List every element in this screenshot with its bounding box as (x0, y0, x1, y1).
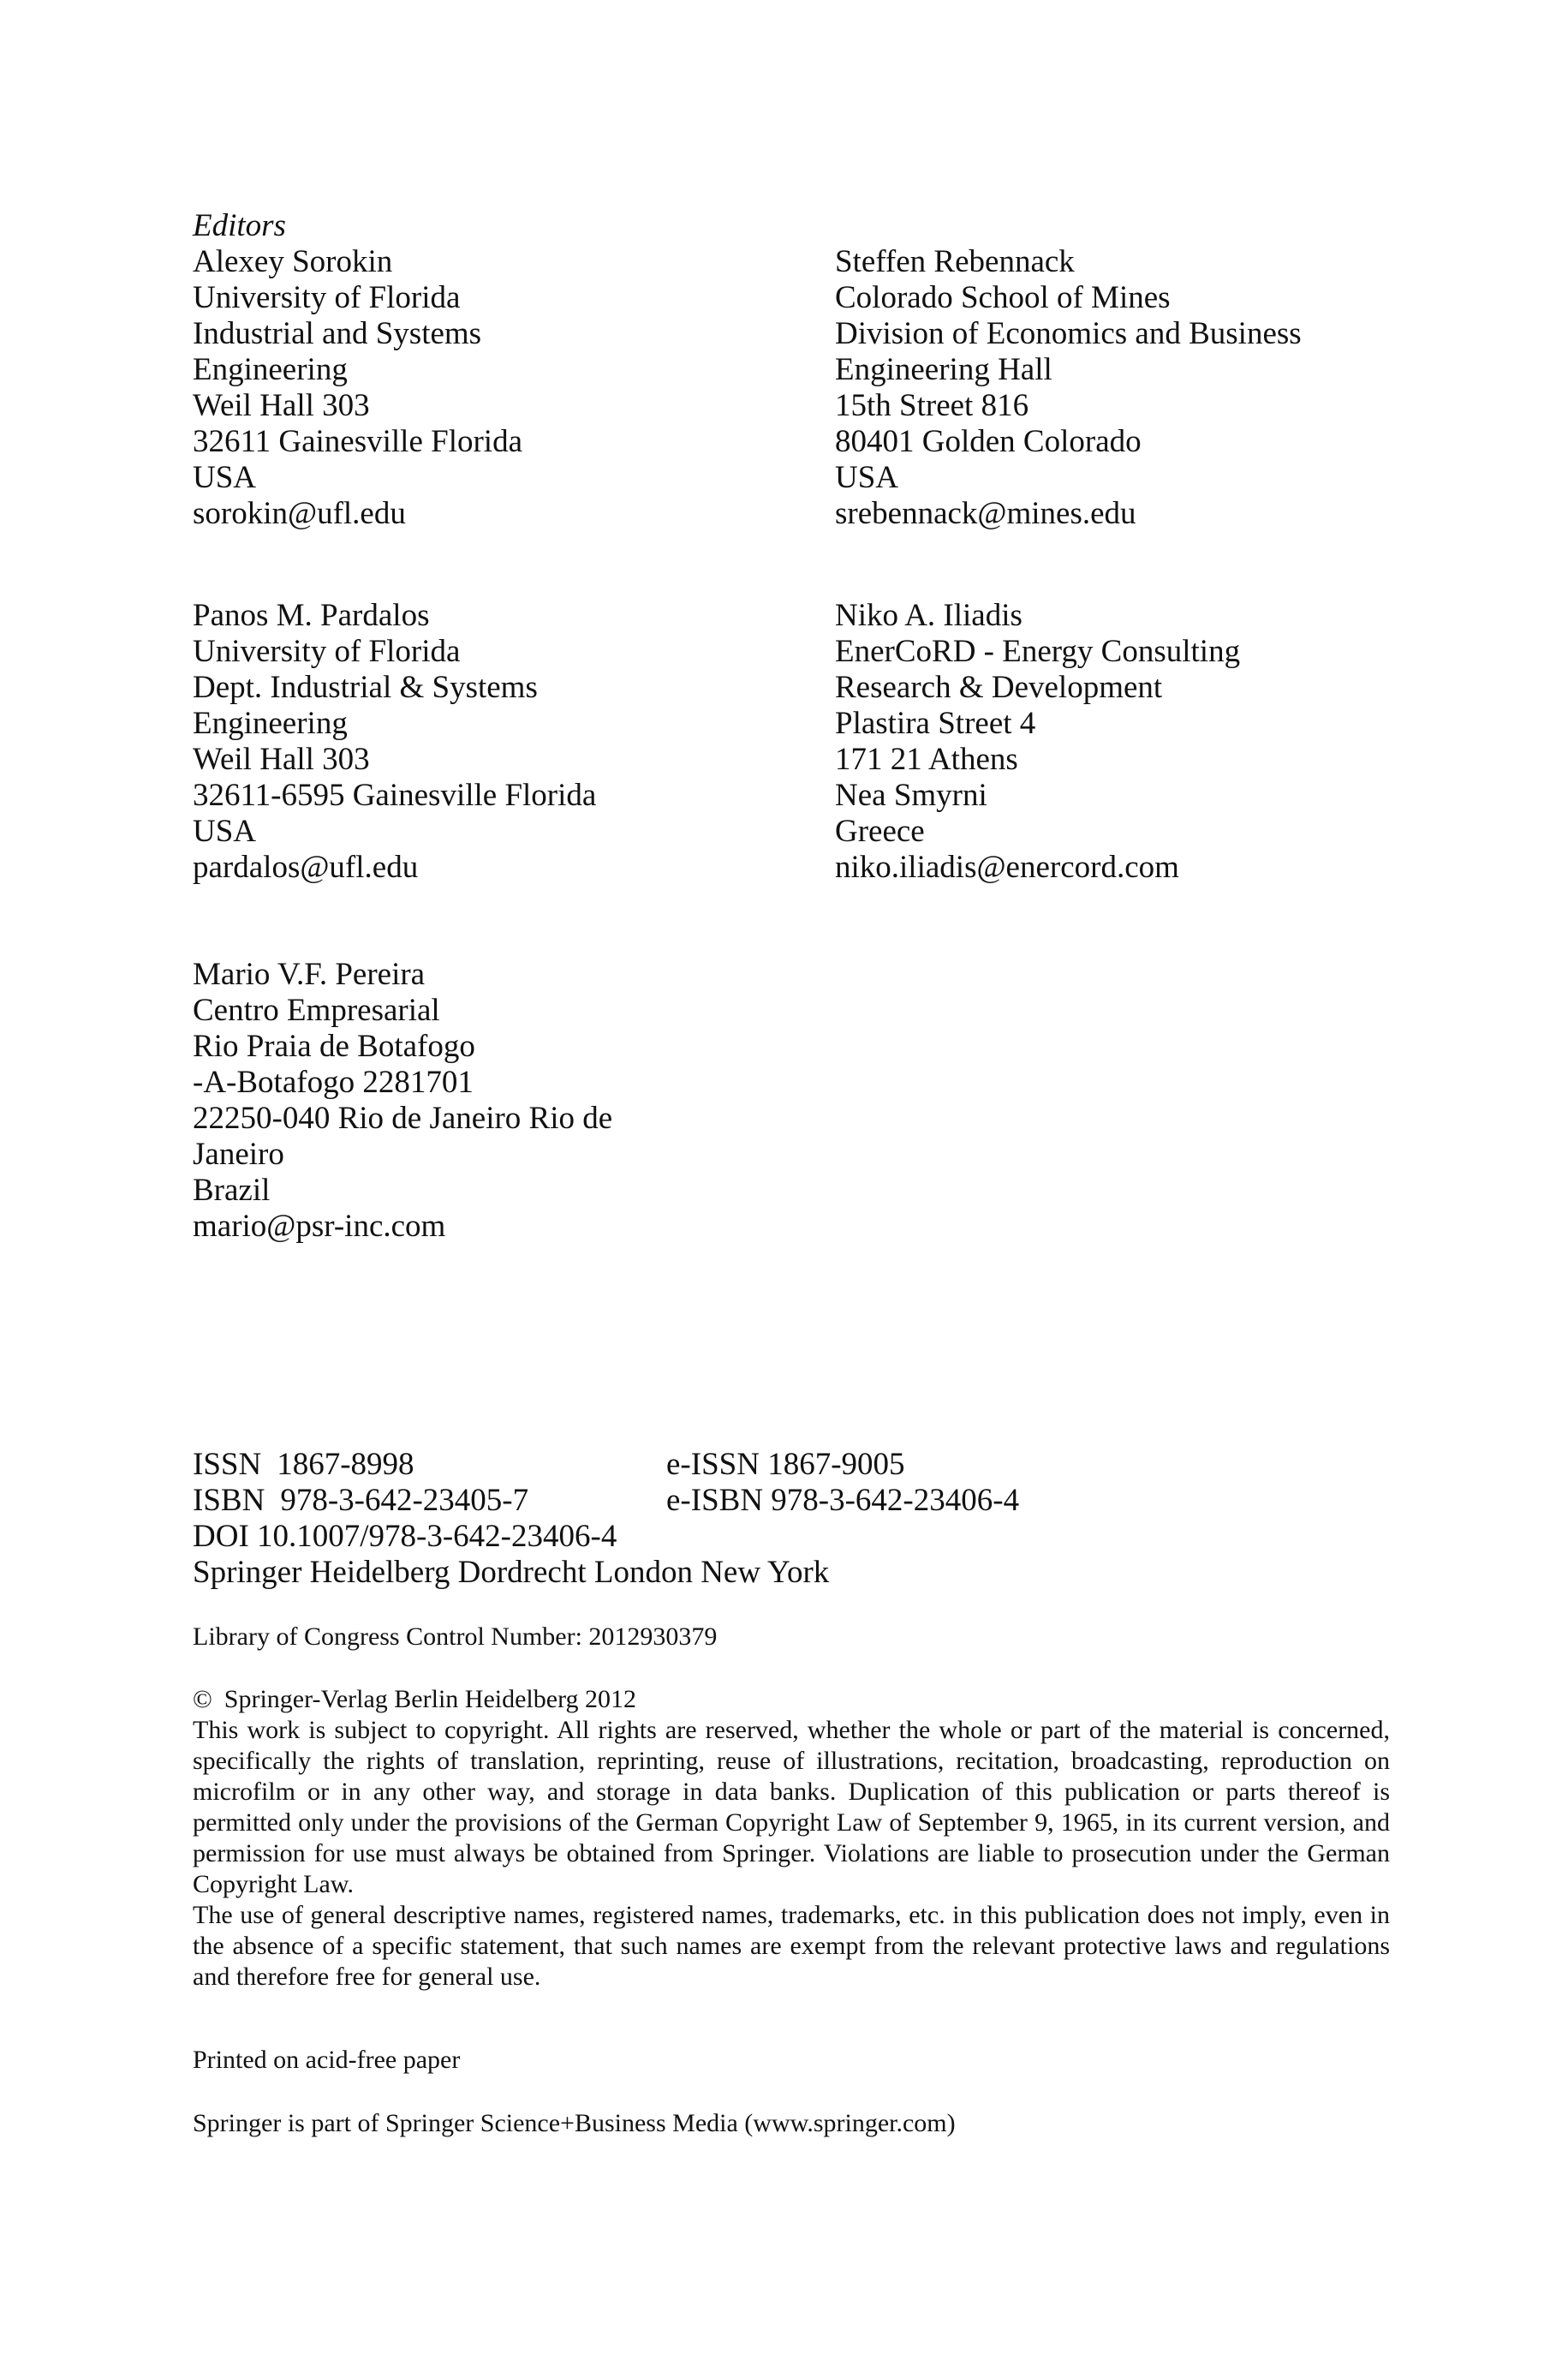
editor-name: Panos M. Pardalos (193, 598, 430, 633)
address-line: Engineering (193, 706, 348, 741)
editor-address-iliadis (835, 598, 1240, 886)
address-line: Brazil (193, 1173, 271, 1208)
eissn: e-ISSN 1867-9005 (666, 1447, 905, 1482)
address-line: Greece (835, 814, 925, 849)
editor-email: mario@psr-inc.com (193, 1209, 446, 1244)
publication-identifiers (193, 1447, 1392, 1591)
isbn-label: ISBN (193, 1483, 265, 1518)
address-line: Rio Praia de Botafogo (193, 1029, 475, 1064)
doi: DOI 10.1007/978-3-642-23406-4 (193, 1519, 617, 1554)
isbn (193, 1483, 528, 1519)
address-line: Industrial and Systems (193, 316, 482, 351)
address-line: Plastira Street 4 (835, 706, 1036, 741)
address-line: USA (835, 460, 899, 495)
copyright-notice (193, 1715, 1390, 1993)
address-line: Weil Hall 303 (193, 742, 370, 777)
address-line: Dept. Industrial & Systems (193, 670, 538, 705)
address-line: 80401 Golden Colorado (835, 424, 1142, 459)
lccn: Library of Congress Control Number: 2012930379 (193, 1622, 718, 1651)
isbn-value: 978-3-642-23405-7 (280, 1483, 529, 1518)
issn-label: ISSN (193, 1447, 262, 1482)
issn-value: 1867-8998 (277, 1447, 414, 1482)
address-line: 22250-040 Rio de Janeiro Rio de (193, 1101, 613, 1136)
address-line: USA (193, 814, 257, 849)
editors-heading: Editors (193, 208, 286, 243)
address-line: University of Florida (193, 280, 461, 315)
address-line: Engineering (193, 352, 348, 387)
address-line: 32611-6595 Gainesville Florida (193, 778, 597, 813)
copyright-holder: Springer-Verlag Berlin Heidelberg 2012 (224, 1685, 637, 1713)
address-line: USA (193, 460, 257, 495)
springer-part-note: Springer is part of Springer Science+Business Media (www.springer.com) (193, 2109, 956, 2137)
editor-address-rebennack (835, 244, 1302, 532)
copyright-paragraph-2: The use of general descriptive names, registered names, trademarks, etc. in this publication does not imply, even in the absence of a specific statement, that such names are exempt from the relevant protective laws and regulations and therefore free for general use. (193, 1901, 1390, 1991)
address-line: University of Florida (193, 634, 461, 669)
editor-email: niko.iliadis@enercord.com (835, 850, 1179, 885)
printed-on-note: Printed on acid-free paper (193, 2046, 461, 2074)
editor-address-pardalos (193, 598, 596, 886)
editor-email: pardalos@ufl.edu (193, 850, 419, 885)
copyright-holder-line (193, 1684, 1390, 1715)
address-line: Nea Smyrni (835, 778, 987, 813)
address-line: Engineering Hall (835, 352, 1052, 387)
editor-name: Alexey Sorokin (193, 244, 393, 279)
publisher-cities: Springer Heidelberg Dordrecht London New York (193, 1555, 830, 1590)
issn (193, 1447, 414, 1483)
address-line: Weil Hall 303 (193, 388, 370, 423)
publisher-cities-row (193, 1555, 1392, 1591)
editor-email: srebennack@mines.edu (835, 496, 1136, 531)
doi-row (193, 1519, 1392, 1555)
address-line: Centro Empresarial (193, 993, 440, 1028)
editor-name: Mario V.F. Pereira (193, 957, 426, 992)
address-line: 15th Street 816 (835, 388, 1029, 423)
editor-email: sorokin@ufl.edu (193, 496, 406, 531)
issn-row (193, 1447, 1392, 1483)
editor-name: Steffen Rebennack (835, 244, 1075, 279)
address-line: Colorado School of Mines (835, 280, 1171, 315)
copyright-icon: © (193, 1685, 212, 1713)
address-line: Research & Development (835, 670, 1163, 705)
isbn-row (193, 1483, 1392, 1519)
address-line: 32611 Gainesville Florida (193, 424, 523, 459)
copyright-paragraph-1: This work is subject to copyright. All rights are reserved, whether the whole or part of the material is concerned, specifically the rights of translation, reprinting, reuse of illustrations, recitation, broadcasting, reproduction on microfilm or in any other way, and storage in data banks. Duplication of this publication or parts thereof is permitted only under the provisions of the German Copyright Law of September 9, 1965, in its current version, and permission for use must always be obtained from Springer. Violations are liable to prosecution under the German Copyright Law. (193, 1716, 1390, 1898)
address-line: Division of Economics and Business (835, 316, 1302, 351)
editor-name: Niko A. Iliadis (835, 598, 1022, 633)
editor-address-pereira (193, 957, 612, 1245)
eisbn: e-ISBN 978-3-642-23406-4 (666, 1483, 1020, 1518)
address-line: 171 21 Athens (835, 742, 1018, 777)
address-line: EnerCoRD - Energy Consulting (835, 634, 1241, 669)
editor-address-sorokin (193, 244, 522, 532)
address-line: Janeiro (193, 1137, 284, 1172)
address-line: -A-Botafogo 2281701 (193, 1065, 474, 1100)
